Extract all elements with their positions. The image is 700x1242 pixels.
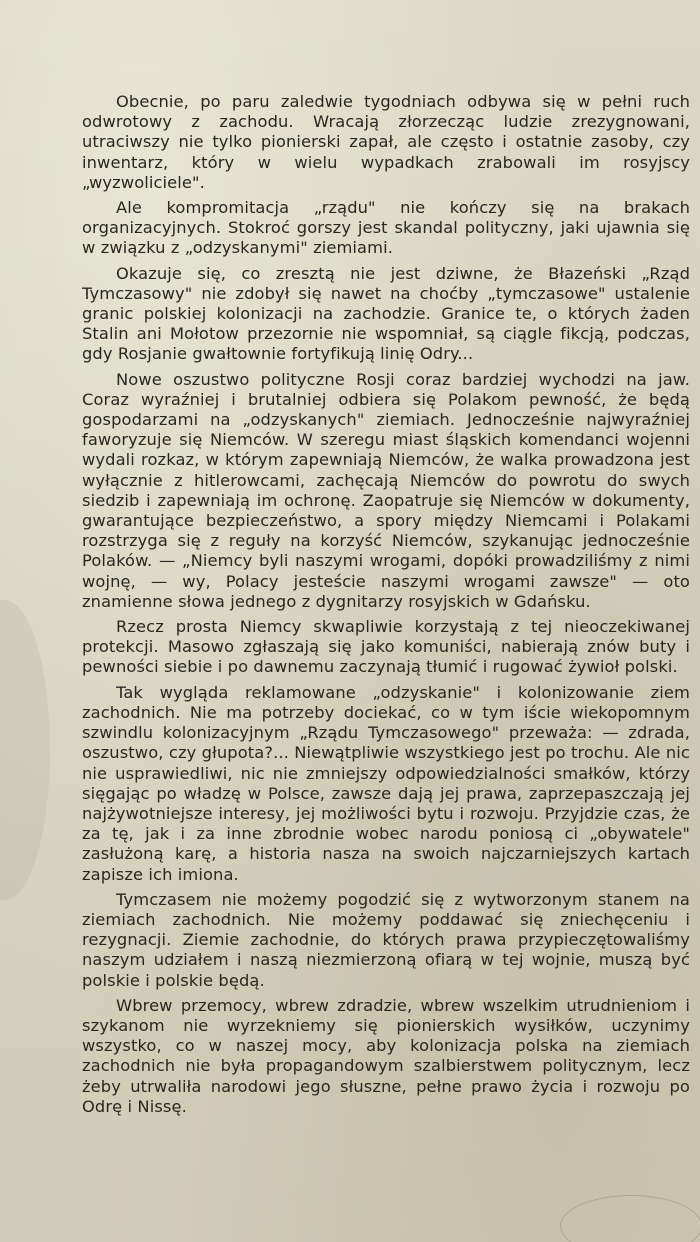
paper-stain [0, 600, 50, 900]
article-body [82, 92, 690, 1117]
paragraph-4: Nowe oszustwo polityczne Rosji coraz bardziej wychodzi na jaw. Coraz wyraźniej i brutalniej odbiera się Polakom pewność, że będą gospodarzami na „odzyskanych" ziemiach. Jednocześnie najwyraźniej faworyzuje się Niemców. W szeregu miast śląskich komendanci wojenni wydali rozkaz, w którym zapewniają Niemców, że walka prowadzona jest wyłącznie z hitlerowcami, zachęcają Niemców do powrotu do swych siedzib i zapewniają im ochronę. Zaopatruje się Niemców w dokumenty, gwarantujące bezpieczeństwo, a spory między Niemcami i Polakami rozstrzyga się z reguły na korzyść Niemców, szykanując jednocześnie Polaków. — „Niemcy byli naszymi wrogami, dopóki prowadziliśmy z nimi wojnę, — wy, Polacy jesteście naszymi wrogami zawsze" — oto znamienne słowa jednego z dygnitarzy rosyjskich w Gdańsku. [82, 369, 690, 611]
paragraph-5: Rzecz prosta Niemcy skwapliwie korzystają z tej nieoczekiwanej protekcji. Masowo zgłaszają się jako komuniści, nabierają znów buty i pewności siebie i po dawnemu zaczynają tłumić i rugować żywioł polski. [82, 617, 690, 677]
paragraph-2: Ale kompromitacja „rządu" nie kończy się na brakach organizacyjnych. Stokroć gorszy jest skandal polityczny, jaki ujawnia się w związku z „odzyskanymi" ziemiami. [82, 198, 690, 258]
paragraph-3: Okazuje się, co zresztą nie jest dziwne, że Błazeński „Rząd Tymczasowy" nie zdobył się nawet na choćby „tymczasowe" ustalenie granic polskiej kolonizacji na zachodzie. Granice te, o których żaden Stalin ani Mołotow przezornie nie wspomniał, są ciągle fikcją, podczas, gdy Rosjanie gwałtownie fortyfikują linię Odry... [82, 263, 690, 364]
paragraph-6: Tak wygląda reklamowane „odzyskanie" i kolonizowanie ziem zachodnich. Nie ma potrzeby dociekać, co w tym iście wiekopomnym szwindlu kolonizacyjnym „Rządu Tymczasowego" przeważa: — zdrada, oszustwo, czy głupota?... Niewątpliwie wszystkiego jest po trochu. Ale nic nie usprawiedliwi, nic nie zmniejszy odpowiedzialności smałków, którzy sięgając po władzę w Polsce, zawsze dają jej prawa, zaprzepaszczają jej najżywotniejsze interesy, jej możliwości bytu i rozwoju. Przyjdzie czas, że za tę, jak i za inne zbrodnie wobec narodu poniosą ci „obywatele" zasłużoną karę, a historia nasza na swoich najczarniejszych kartach zapisze ich imiona. [82, 682, 690, 884]
paragraph-1: Obecnie, po paru zaledwie tygodniach odbywa się w pełni ruch odwrotowy z zachodu. Wracają złorzecząc ludzie zrezygnowani, utraciwszy nie tylko pionierski zapał, ale często i ostatnie zasoby, czy inwentarz, który w wielu wypadkach zrabowali im rosyjscy „wyzwoliciele". [82, 92, 690, 192]
paragraph-8: Wbrew przemocy, wbrew zdradzie, wbrew wszelkim utrudnieniom i szykanom nie wyrzekniemy się pionierskich wysiłków, uczynimy wszystko, co w naszej mocy, aby kolonizacja polska na ziemiach zachodnich nie była propagandowym szalbierstwem politycznym, lecz żeby utrwaliła narodowi jego słuszne, pełne prawo życia i rozwoju po Odrę i Nissę. [82, 995, 690, 1116]
paper-stain [560, 1195, 700, 1242]
paragraph-7: Tymczasem nie możemy pogodzić się z wytworzonym stanem na ziemiach zachodnich. Nie możemy poddawać się zniechęceniu i rezygnacji. Ziemie zachodnie, do których prawa przypieczętowaliśmy naszym udziałem i naszą niezmierzoną ofiarą w tej wojnie, muszą być polskie i polskie będą. [82, 889, 690, 990]
